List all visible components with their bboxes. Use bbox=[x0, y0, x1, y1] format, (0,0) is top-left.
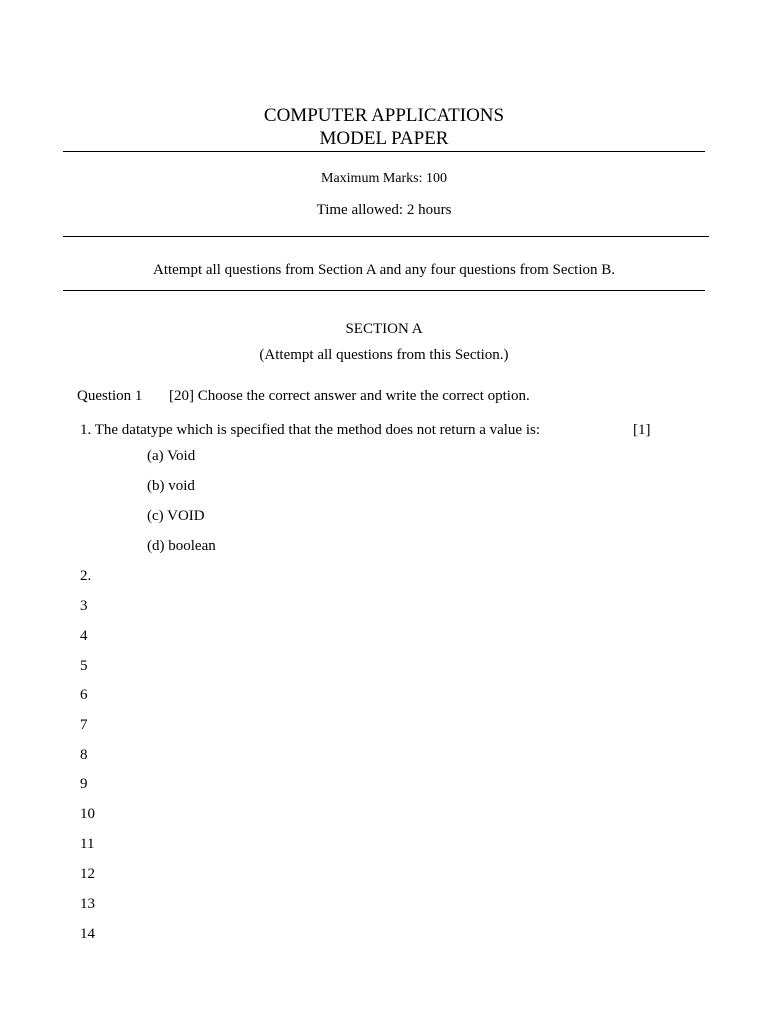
header-rule bbox=[63, 236, 709, 237]
item-1-marks: [1] bbox=[633, 422, 651, 438]
item-number: 12 bbox=[80, 866, 95, 882]
time-allowed: Time allowed: 2 hours bbox=[316, 202, 452, 218]
item-number: 3 bbox=[80, 598, 88, 614]
item-1-text: 1. The datatype which is specified that the method does not return a value is: bbox=[80, 422, 541, 438]
item-number: 11 bbox=[80, 836, 95, 852]
section-a-subtitle: (Attempt all questions from this Section.) bbox=[259, 347, 509, 363]
option-c: (c) VOID bbox=[147, 508, 205, 524]
item-number: 6 bbox=[80, 687, 88, 703]
title-line-1: COMPUTER APPLICATIONS bbox=[263, 105, 505, 126]
item-number: 8 bbox=[80, 747, 88, 763]
item-number: 7 bbox=[80, 717, 88, 733]
question-1-prompt: [20] Choose the correct answer and write the correct option. bbox=[169, 388, 530, 404]
option-d: (d) boolean bbox=[147, 538, 216, 554]
item-number: 2. bbox=[80, 568, 92, 584]
item-number: 10 bbox=[80, 806, 95, 822]
instructions-rule bbox=[63, 290, 705, 291]
section-a-title: SECTION A bbox=[345, 321, 423, 337]
option-b: (b) void bbox=[147, 478, 195, 494]
item-number: 14 bbox=[80, 926, 95, 942]
title-rule bbox=[63, 151, 705, 152]
item-number: 13 bbox=[80, 896, 95, 912]
max-marks: Maximum Marks: 100 bbox=[321, 171, 447, 186]
question-1-label: Question 1 bbox=[77, 388, 143, 404]
item-number: 9 bbox=[80, 776, 88, 792]
item-number: 5 bbox=[80, 658, 88, 674]
instructions: Attempt all questions from Section A and any four questions from Section B. bbox=[152, 262, 616, 278]
item-number: 4 bbox=[80, 628, 88, 644]
option-a: (a) Void bbox=[147, 448, 196, 464]
title-line-2: MODEL PAPER bbox=[319, 128, 449, 149]
